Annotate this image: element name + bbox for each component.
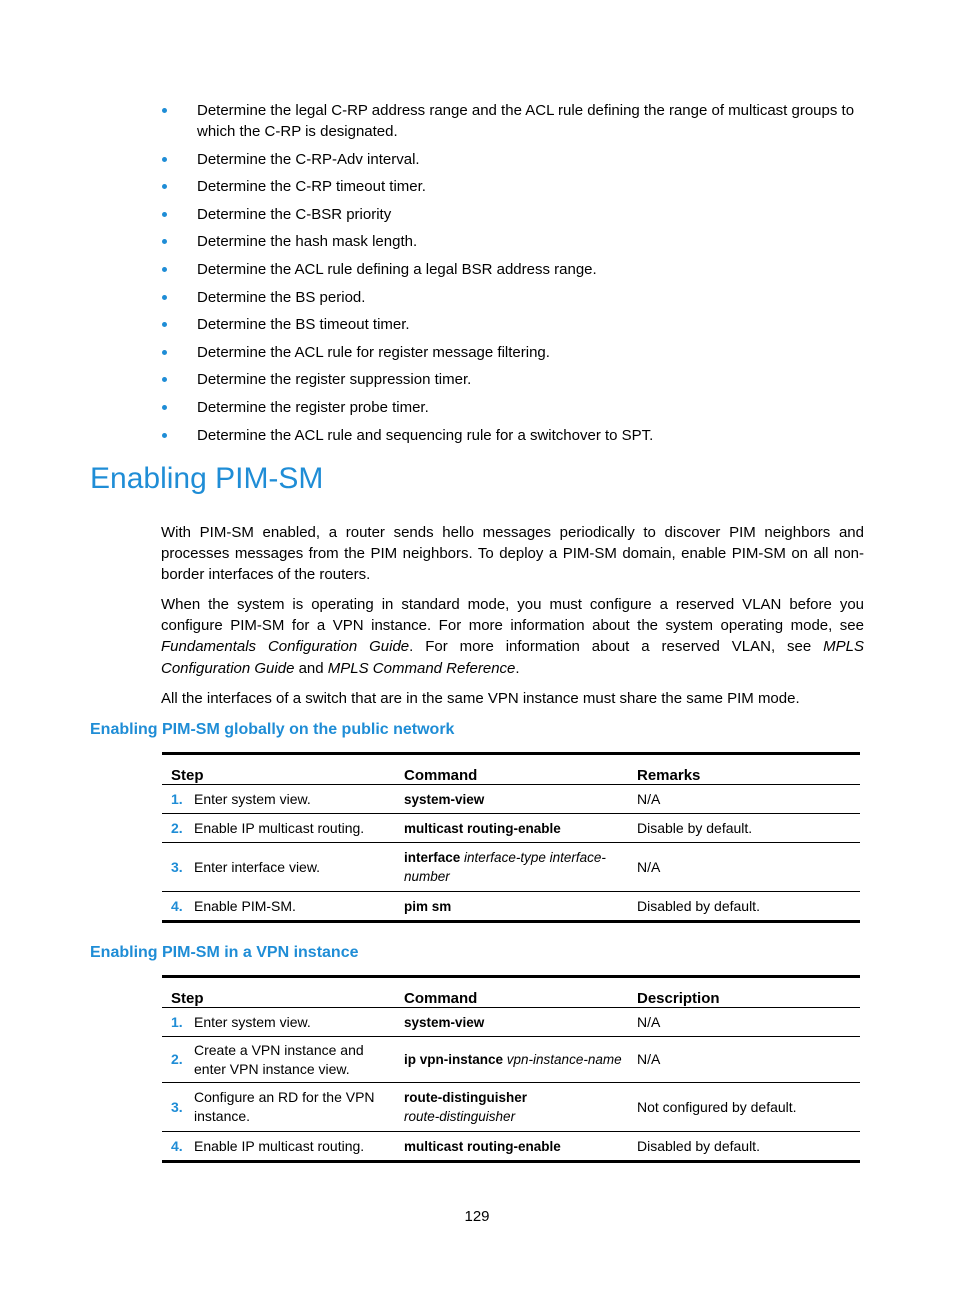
step-text: Enter interface view.	[194, 843, 395, 892]
description-cell: Not configured by default.	[628, 1083, 860, 1132]
intro-paragraph: With PIM-SM enabled, a router sends hello messages periodically to discover PIM neighbors and processes messages from the PIM neighbors. To deploy a PIM-SM domain, enable PIM-SM on all non-border interfaces of the routers.	[161, 524, 864, 584]
bullet-icon	[162, 239, 167, 244]
step-number: 1.	[162, 785, 194, 814]
doc-reference: MPLS Command Reference	[327, 659, 516, 677]
remarks-cell: N/A	[628, 843, 860, 892]
description-cell: N/A	[628, 1037, 860, 1083]
bullet-icon	[162, 350, 167, 355]
column-header: Command	[395, 754, 628, 785]
list-item-text: Determine the C-RP-Adv interval.	[197, 150, 420, 168]
step-number: 4.	[162, 1132, 194, 1162]
command-cell	[395, 892, 628, 922]
public-network-steps-table	[162, 752, 860, 923]
remarks-cell: Disable by default.	[628, 814, 860, 843]
section-title: Enabling PIM-SM	[90, 462, 324, 495]
command-cell	[395, 785, 628, 814]
list-item-text: Determine the C-BSR priority	[197, 205, 392, 223]
table-row	[162, 814, 860, 843]
bullet-icon	[162, 405, 167, 410]
bullet-icon	[162, 212, 167, 217]
page-number: 129	[464, 1208, 490, 1225]
command-keyword: multicast routing-enable	[404, 820, 561, 836]
list-item-text: Determine the hash mask length.	[197, 233, 418, 251]
para-text: . For more information about a reserved VLAN, see	[409, 638, 824, 656]
table-header-row	[162, 977, 860, 1008]
step-number: 3.	[162, 1083, 194, 1132]
list-item-text: Determine the BS period.	[197, 288, 366, 306]
list-item-text: Determine the legal C-RP address range and the ACL rule defining the range of multicast groups to which the C-RP is designated.	[197, 102, 855, 140]
bullet-icon	[162, 184, 167, 189]
bullet-icon	[162, 377, 167, 382]
step-number: 1.	[162, 1008, 194, 1037]
command-keyword: system-view	[404, 1014, 485, 1030]
table-row	[162, 1008, 860, 1037]
command-cell	[395, 814, 628, 843]
bullet-icon	[162, 157, 167, 162]
table-row	[162, 1037, 860, 1083]
table-row	[162, 785, 860, 814]
command-argument: route-distinguisher	[404, 1109, 516, 1124]
list-item	[160, 204, 864, 225]
list-item	[160, 369, 864, 390]
command-argument: interface-type interface-number	[404, 850, 606, 884]
remarks-cell: N/A	[628, 785, 860, 814]
list-item-text: Determine the register suppression timer.	[197, 371, 472, 389]
list-item	[160, 231, 864, 252]
table-row	[162, 843, 860, 892]
command-cell	[395, 1008, 628, 1037]
command-keyword: route-distinguisher	[404, 1090, 528, 1105]
bullet-icon	[162, 322, 167, 327]
list-item-text: Determine the BS timeout timer.	[197, 316, 410, 334]
list-item-text: Determine the C-RP timeout timer.	[197, 178, 426, 196]
list-item-text: Determine the ACL rule defining a legal BSR address range.	[197, 260, 597, 278]
step-text: Enter system view.	[194, 1008, 395, 1037]
list-item	[160, 259, 864, 280]
list-item	[160, 397, 864, 418]
list-item	[160, 314, 864, 335]
table-row	[162, 1083, 860, 1132]
column-header: Step	[162, 977, 395, 1008]
remarks-cell: Disabled by default.	[628, 892, 860, 922]
step-text: Enter system view.	[194, 785, 395, 814]
bullet-icon	[162, 433, 167, 438]
vpn-instance-steps-table	[162, 975, 860, 1163]
column-header: Command	[395, 977, 628, 1008]
list-item	[160, 100, 864, 142]
list-item	[160, 149, 864, 170]
column-header: Step	[162, 754, 395, 785]
step-number: 2.	[162, 1037, 194, 1083]
list-item	[160, 287, 864, 308]
list-item-text: Determine the ACL rule and sequencing rule for a switchover to SPT.	[197, 426, 654, 444]
table-row	[162, 892, 860, 922]
step-number: 4.	[162, 892, 194, 922]
step-text: Enable IP multicast routing.	[194, 1132, 395, 1162]
description-cell: N/A	[628, 1008, 860, 1037]
list-item-text: Determine the register probe timer.	[197, 398, 429, 416]
subsection-title-vpn: Enabling PIM-SM in a VPN instance	[90, 944, 359, 961]
step-number: 3.	[162, 843, 194, 892]
vpn-note-paragraph	[161, 594, 864, 679]
command-keyword: ip vpn-instance	[404, 1052, 504, 1067]
command-cell	[395, 1037, 628, 1083]
command-keyword: interface	[404, 850, 461, 865]
command-cell	[395, 843, 628, 892]
column-header: Remarks	[628, 754, 860, 785]
command-keyword: multicast routing-enable	[404, 1138, 561, 1154]
description-cell: Disabled by default.	[628, 1132, 860, 1162]
para-text: and	[294, 659, 328, 677]
pim-mode-paragraph: All the interfaces of a switch that are in the same VPN instance must share the same PIM mode.	[161, 690, 800, 707]
step-text: Enable IP multicast routing.	[194, 814, 395, 843]
step-text: Enable PIM-SM.	[194, 892, 395, 922]
list-item	[160, 425, 864, 446]
command-cell	[395, 1132, 628, 1162]
bullet-icon	[162, 267, 167, 272]
column-header: Description	[628, 977, 860, 1008]
list-item	[160, 176, 864, 197]
bullet-list	[160, 100, 864, 452]
command-argument: vpn-instance-name	[506, 1052, 622, 1067]
para-text: When the system is operating in standard mode, you must configure a reserved VLAN before you configure PIM-SM for a VPN instance. For more information about the system operating mode, see	[161, 596, 864, 635]
step-number: 2.	[162, 814, 194, 843]
bullet-icon	[162, 295, 167, 300]
table-row	[162, 1132, 860, 1162]
bullet-icon	[162, 108, 167, 113]
para-text: .	[515, 659, 520, 677]
command-keyword: system-view	[404, 791, 485, 807]
step-text: Configure an RD for the VPN instance.	[194, 1083, 395, 1132]
step-text: Create a VPN instance and enter VPN instance view.	[194, 1037, 395, 1083]
list-item	[160, 342, 864, 363]
table-header-row	[162, 754, 860, 785]
doc-reference: MPLS Configuration Guide	[161, 638, 864, 677]
subsection-title-public: Enabling PIM-SM globally on the public network	[90, 721, 455, 738]
command-cell	[395, 1083, 628, 1132]
doc-reference: Fundamentals Configuration Guide	[161, 638, 410, 656]
list-item-text: Determine the ACL rule for register message filtering.	[197, 343, 550, 361]
command-keyword: pim sm	[404, 898, 452, 914]
